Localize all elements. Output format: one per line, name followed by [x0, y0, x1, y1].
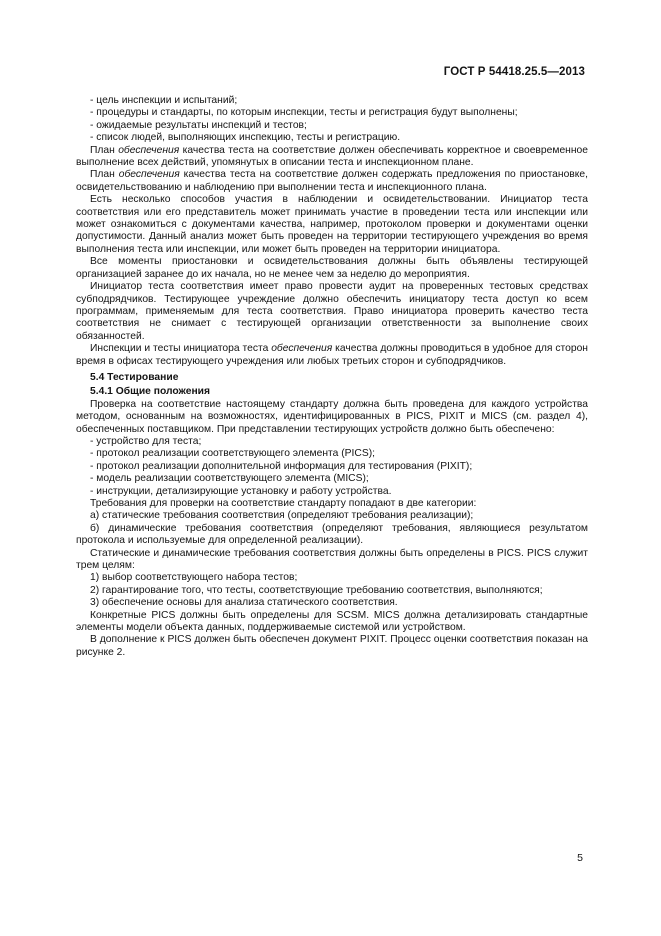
list-item: - цель инспекции и испытаний; [90, 95, 238, 106]
paragraph-plan-2: План обеспечения качества теста на соответствие должен содержать предложения по приостановке, освидетельствованию и наблюдению при выполнении теста и инспекционного плана. [76, 169, 588, 193]
list-item: - ожидаемые результаты инспекций и тестов; [90, 119, 307, 131]
document-code: ГОСТ Р 54418.25.5—2013 [443, 66, 585, 78]
list-item: - протокол реализации соответствующего элемента (PICS); [90, 448, 375, 460]
paragraph-ways: Есть несколько способов участия в наблюдении и освидетельствовании. Инициатор теста соответствия или его представитель может принимать участие в проведении теста или инспекции или может ознакомиться с документами качества, например, протоколом проверки и документами оценки допустимости. Данный анализ может быть проведен на территории тестирующего учреждения во время выполнения теста или инспекции, или может быть проведен на территории инициатора. [76, 194, 588, 255]
document-body [76, 95, 588, 659]
page-number: 5 [577, 852, 583, 864]
list-item: - протокол реализации дополнительной информация для тестирования (PIXIT); [90, 460, 473, 472]
paragraph-pixit: В дополнение к PICS должен быть обеспечен документ PIXIT. Процесс оценки соответствия показан на рисунке 2. [76, 634, 588, 658]
paragraph-check: Проверка на соответствие настоящему стандарту должна быть проведена для каждого устройства методом, основанным на возможностях, идентифицированных в PICS, PIXIT и MICS (см. раздел 4), обеспеченных поставщиком. При представлении тестирующих устройств должно быть обеспечено: [76, 398, 588, 435]
list-item: 3) обеспечение основы для анализа статического соответствия. [90, 597, 398, 609]
paragraph-concrete: Конкретные PICS должны быть определены для SCSM. MICS должна детализировать стандартные элементы модели объекта данных, поддерживаемые системой или устройством. [76, 609, 588, 634]
paragraph-inspect: Инспекции и тесты инициатора теста обеспечения качества должны проводиться в удобное для сторон время в офисах тестирующего учреждения или любых третьих сторон и субподрядчиков. [76, 343, 588, 367]
list-item: - инструкции, детализирующие установку и работу устройства. [90, 485, 392, 497]
paragraph-requirements: Требования для проверки на соответствие стандарту попадают в две категории: [90, 498, 477, 509]
requirement-a: а) статические требования соответствия (определяют требования реализации); [90, 510, 474, 522]
paragraph-plan-1: План обеспечения качества теста на соответствие должен обеспечивать корректное и своевременное выполнение всех действий, упомянутых в описании теста и инспекционном плане. [76, 144, 588, 169]
list-item: 2) гарантирование того, что тесты, соответствующие требованию соответствия, выполняются; [90, 584, 543, 596]
list-item: - процедуры и стандарты, по которым инспекции, тесты и регистрация будут выполнены; [90, 107, 518, 119]
list-item: - устройство для теста; [90, 435, 202, 447]
list-item: 1) выбор соответствующего набора тестов; [90, 572, 298, 584]
paragraph-moments: Все моменты приостановки и освидетельствования должны быть объявлены тестирующей организацией заранее до их начала, но не менее чем за неделю до мероприятия. [76, 256, 588, 280]
list-item: - модель реализации соответствующего элемента (MICS); [90, 473, 369, 485]
paragraph-pics: Статические и динамические требования соответствия должны быть определены в PICS. PICS служит трем целям: [76, 547, 588, 572]
requirement-b: б) динамические требования соответствия (определяют требования, являющиеся результатом протокола и используемые для определенной реализации). [76, 522, 588, 547]
paragraph-audit: Инициатор теста соответствия имеет право провести аудит на проверенных тестовых средствах субподрядчиков. Тестирующее учреждение должно обеспечить инициатору теста доступ ко всем программам, применяемым для теста соответствия. Право инициатора проверить качество теста соответствия не снимает с тестирующей организации ответственности за выполнение своих обязанностей. [76, 281, 588, 342]
list-item: - список людей, выполняющих инспекцию, тесты и регистрацию. [90, 132, 401, 144]
section-heading-5-4: 5.4 Тестирование [90, 371, 179, 383]
section-heading-5-4-1: 5.4.1 Общие положения [90, 386, 210, 398]
